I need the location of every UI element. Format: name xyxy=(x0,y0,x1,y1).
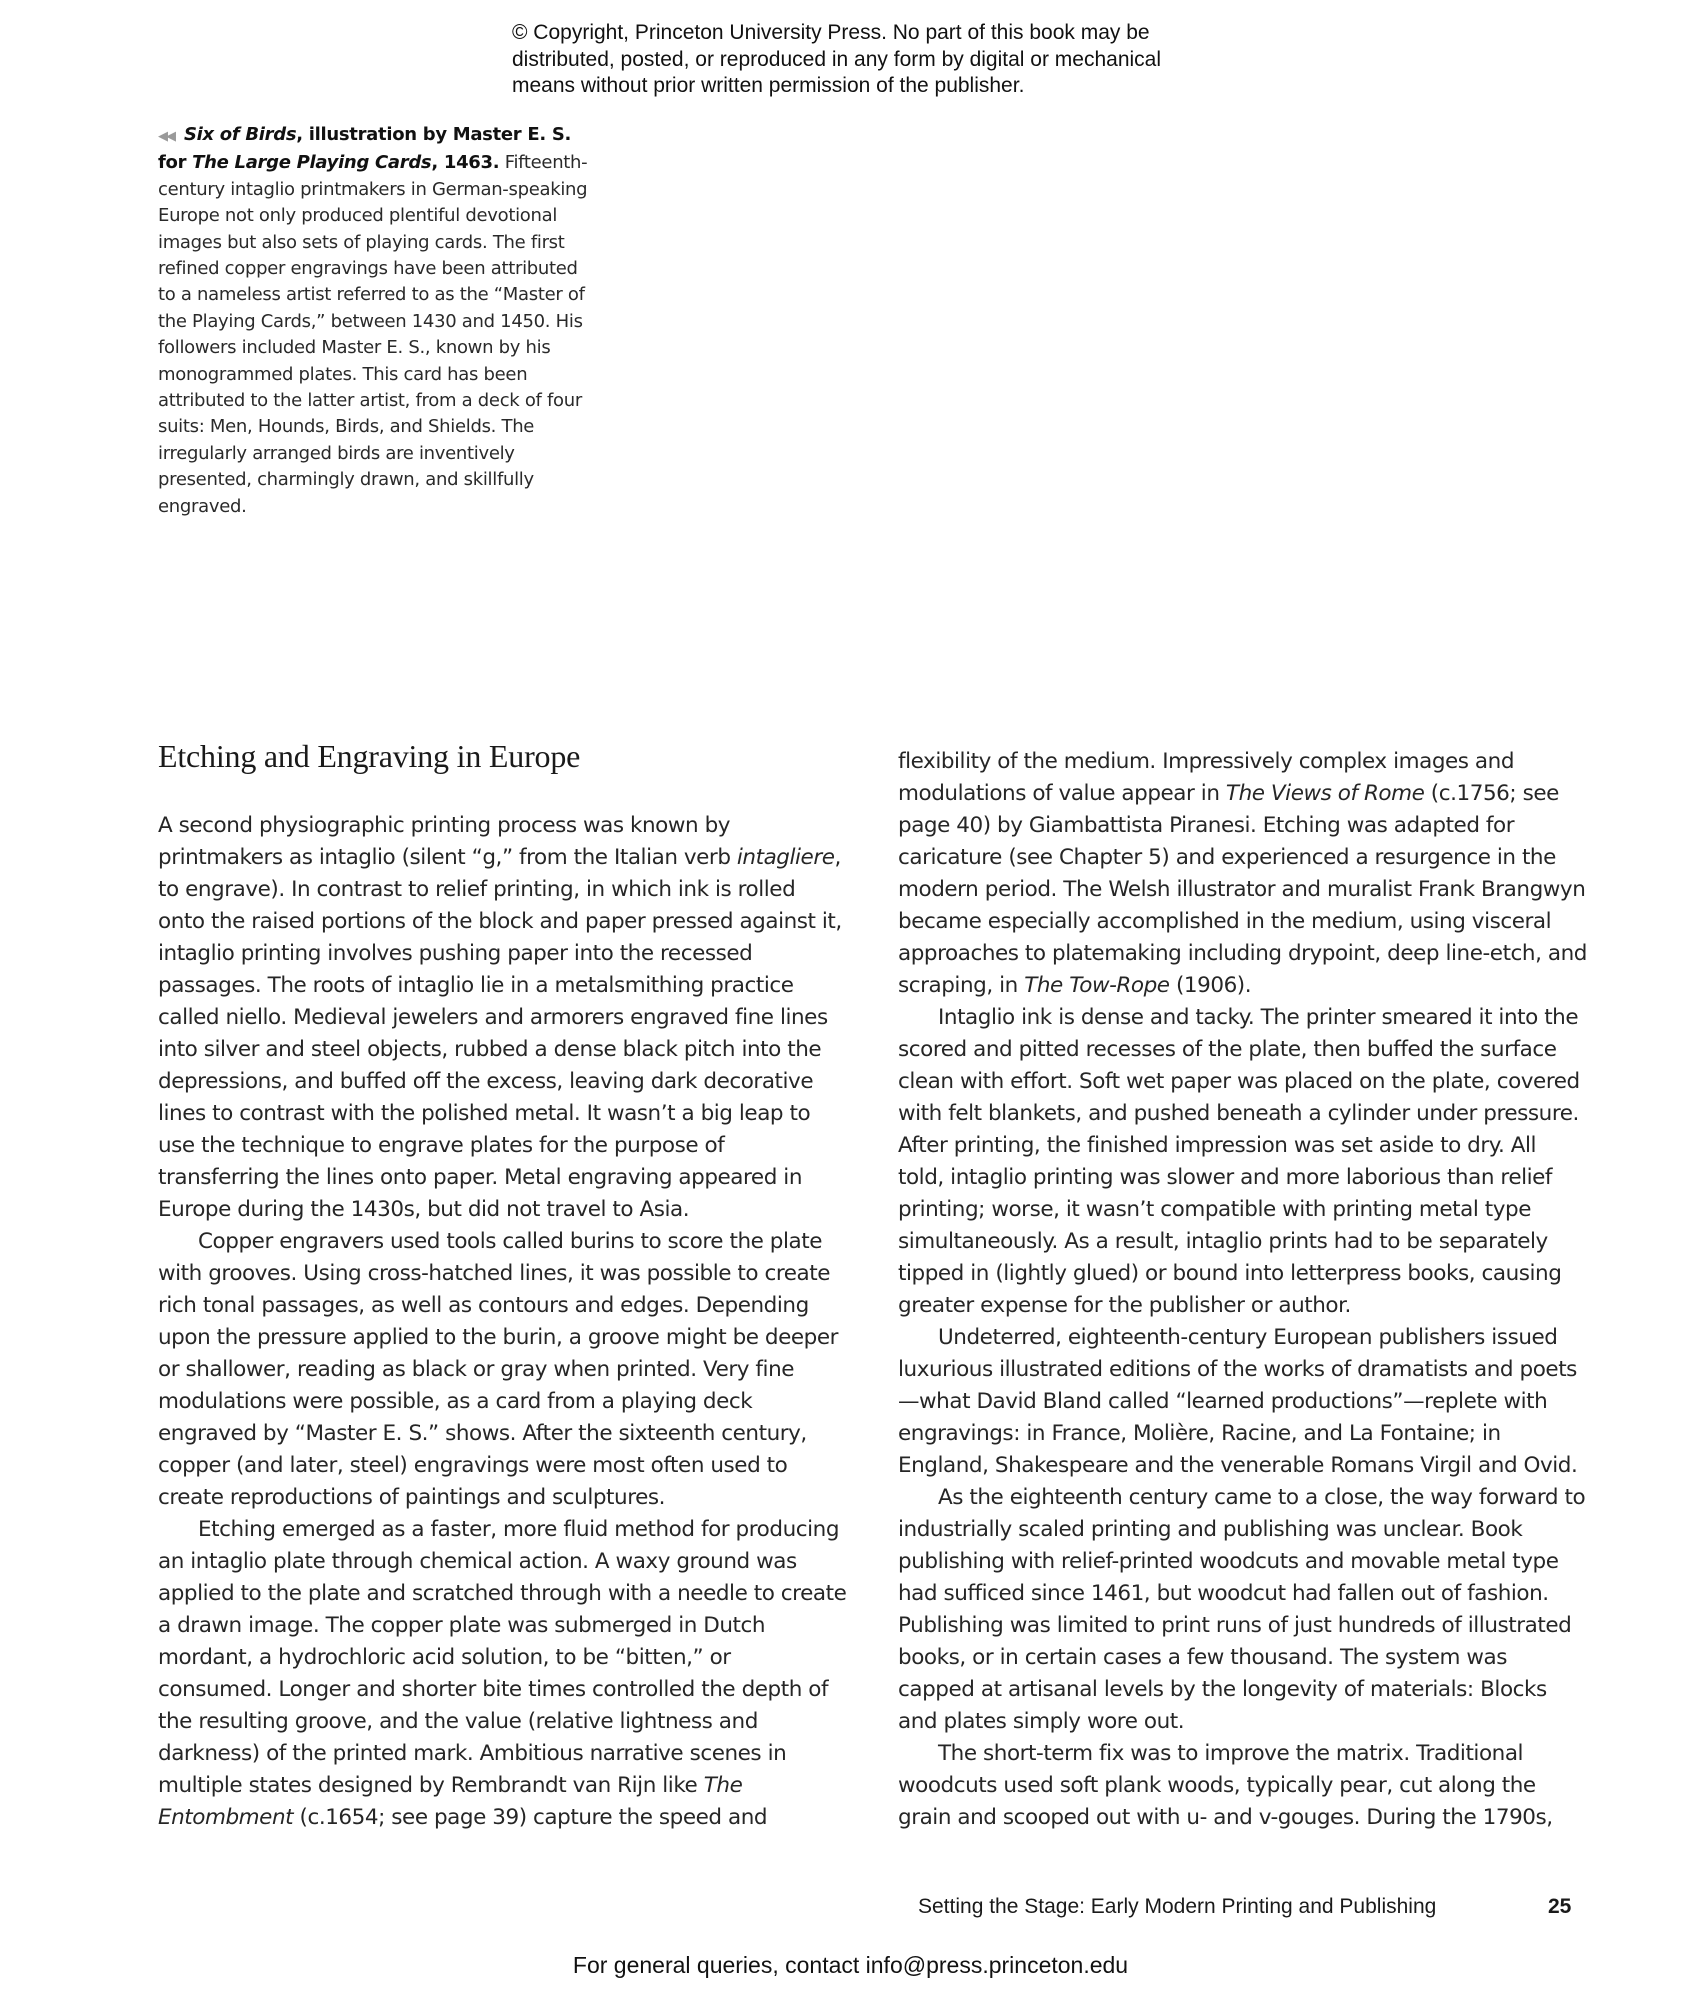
body-column-right xyxy=(898,746,1588,1834)
body-column-left xyxy=(158,810,848,1834)
contact-line: For general queries, contact info@press.princeton.edu xyxy=(572,1952,1129,1978)
copyright-notice xyxy=(512,20,1232,100)
copyright-line: distributed, posted, or reproduced in any form by digital or mechanical xyxy=(512,47,1162,71)
paragraph: A second physiographic printing process was known by printmakers as intaglio (silent “g,” from the Italian verb intagliere, to engrave). In contrast to relief printing, in which ink is rolled onto the raised portions of the block and paper pressed against it, intaglio printing involves pushing paper into the recessed passages. The roots of intaglio lie in a metalsmithing practice called niello. Medieval jewelers and armorers engraved fine lines into silver and steel objects, rubbed a dense black pitch into the depressions, and buffed off the excess, leaving dark decorative lines to contrast with the polished metal. It wasn’t a big leap to use the technique to engrave plates for the purpose of transferring the lines onto paper. Metal engraving appeared in Europe during the 1430s, but did not travel to Asia. xyxy=(158,813,842,1222)
back-arrow-icon: ◀◀ xyxy=(158,129,174,144)
copyright-line: © Copyright, Princeton University Press. No part of this book may be xyxy=(512,21,1150,44)
paragraph: As the eighteenth century came to a close, the way forward to industrially scaled printing and publishing was unclear. Book publishing with relief-printed woodcuts and movable metal type had sufficed since 1461, but woodcut had fallen out of fashion. Publishing was limited to print runs of just hundreds of illustrated books, or in certain cases a few thousand. The system was capped at artisanal levels by the longevity of materials: Blocks and plates simply wore out. xyxy=(898,1485,1586,1734)
paragraph: Intaglio ink is dense and tacky. The printer smeared it into the scored and pitted recesses of the plate, then buffed the surface clean with effort. Soft wet paper was placed on the plate, covered with felt blankets, and pushed beneath a cylinder under pressure. After printing, the finished impression was set aside to dry. All told, intaglio printing was slower and more laborious than relief printing; worse, it wasn’t compatible with printing metal type simultaneously. As a result, intaglio prints had to be separately tipped in (lightly glued) or bound into letterpress books, causing greater expense for the publisher or author. xyxy=(898,1005,1580,1318)
section-heading: Etching and Engraving in Europe xyxy=(158,738,581,774)
copyright-line: means without prior written permission of the publisher. xyxy=(512,74,1025,97)
caption-title: Six of Birds, illustration by Master E. S. for The Large Playing Cards, 1463. xyxy=(158,124,572,174)
paragraph: flexibility of the medium. Impressively complex images and modulations of value appear in The Views of Rome (c.1756; see page 40) by Giambattista Piranesi. Etching was adapted for caricature (see Chapter 5) and experienced a resurgence in the modern period. The Welsh illustrator and muralist Frank Brangwyn became especially accomplished in the medium, using visceral approaches to platemaking including drypoint, deep line-etch, and scraping, in The Tow-Rope (1906). xyxy=(898,749,1587,998)
running-footer: Setting the Stage: Early Modern Printing and Publishing xyxy=(918,1895,1437,1918)
paragraph: Copper engravers used tools called burins to score the plate with grooves. Using cross-hatched lines, it was possible to create rich tonal passages, as well as contours and edges. Depending upon the pressure applied to the burin, a groove might be deeper or shallower, reading as black or gray when printed. Very fine modulations were possible, as a card from a playing deck engraved by “Master E. S.” shows. After the sixteenth century, copper (and later, steel) engravings were most often used to create reproductions of paintings and sculptures. xyxy=(158,1229,839,1510)
figure-caption xyxy=(158,122,598,520)
page-number: 25 xyxy=(1548,1895,1572,1918)
paragraph: The short-term fix was to improve the matrix. Traditional woodcuts used soft plank woods, typically pear, cut along the grain and scooped out with u- and v-gouges. During the 1790s, xyxy=(898,1741,1553,1830)
paragraph: Undeterred, eighteenth-century European publishers issued luxurious illustrated editions of the works of dramatists and poets—what David Bland called “learned productions”—replete with engravings: in France, Molière, Racine, and La Fontaine; in England, Shakespeare and the venerable Romans Virgil and Ovid. xyxy=(898,1325,1578,1478)
caption-body: Fifteenth-century intaglio printmakers in German-speaking Europe not only produced plentiful devotional images but also sets of playing cards. The first refined copper engravings have been attributed to a nameless artist referred to as the “Master of the Playing Cards,” between 1430 and 1450. His followers included Master E. S., known by his monogrammed plates. This card has been attributed to the latter artist, from a deck of four suits: Men, Hounds, Birds, and Shields. The irregularly arranged birds are inventively presented, charmingly drawn, and skillfully engraved. xyxy=(158,152,588,517)
paragraph: Etching emerged as a faster, more fluid method for producing an intaglio plate through chemical action. A waxy ground was applied to the plate and scratched through with a needle to create a drawn image. The copper plate was submerged in Dutch mordant, a hydrochloric acid solution, to be “bitten,” or consumed. Longer and shorter bite times controlled the depth of the resulting groove, and the value (relative lightness and darkness) of the printed mark. Ambitious narrative scenes in multiple states designed by Rembrandt van Rijn like The Entombment (c.1654; see page 39) capture the speed and xyxy=(158,1517,847,1830)
